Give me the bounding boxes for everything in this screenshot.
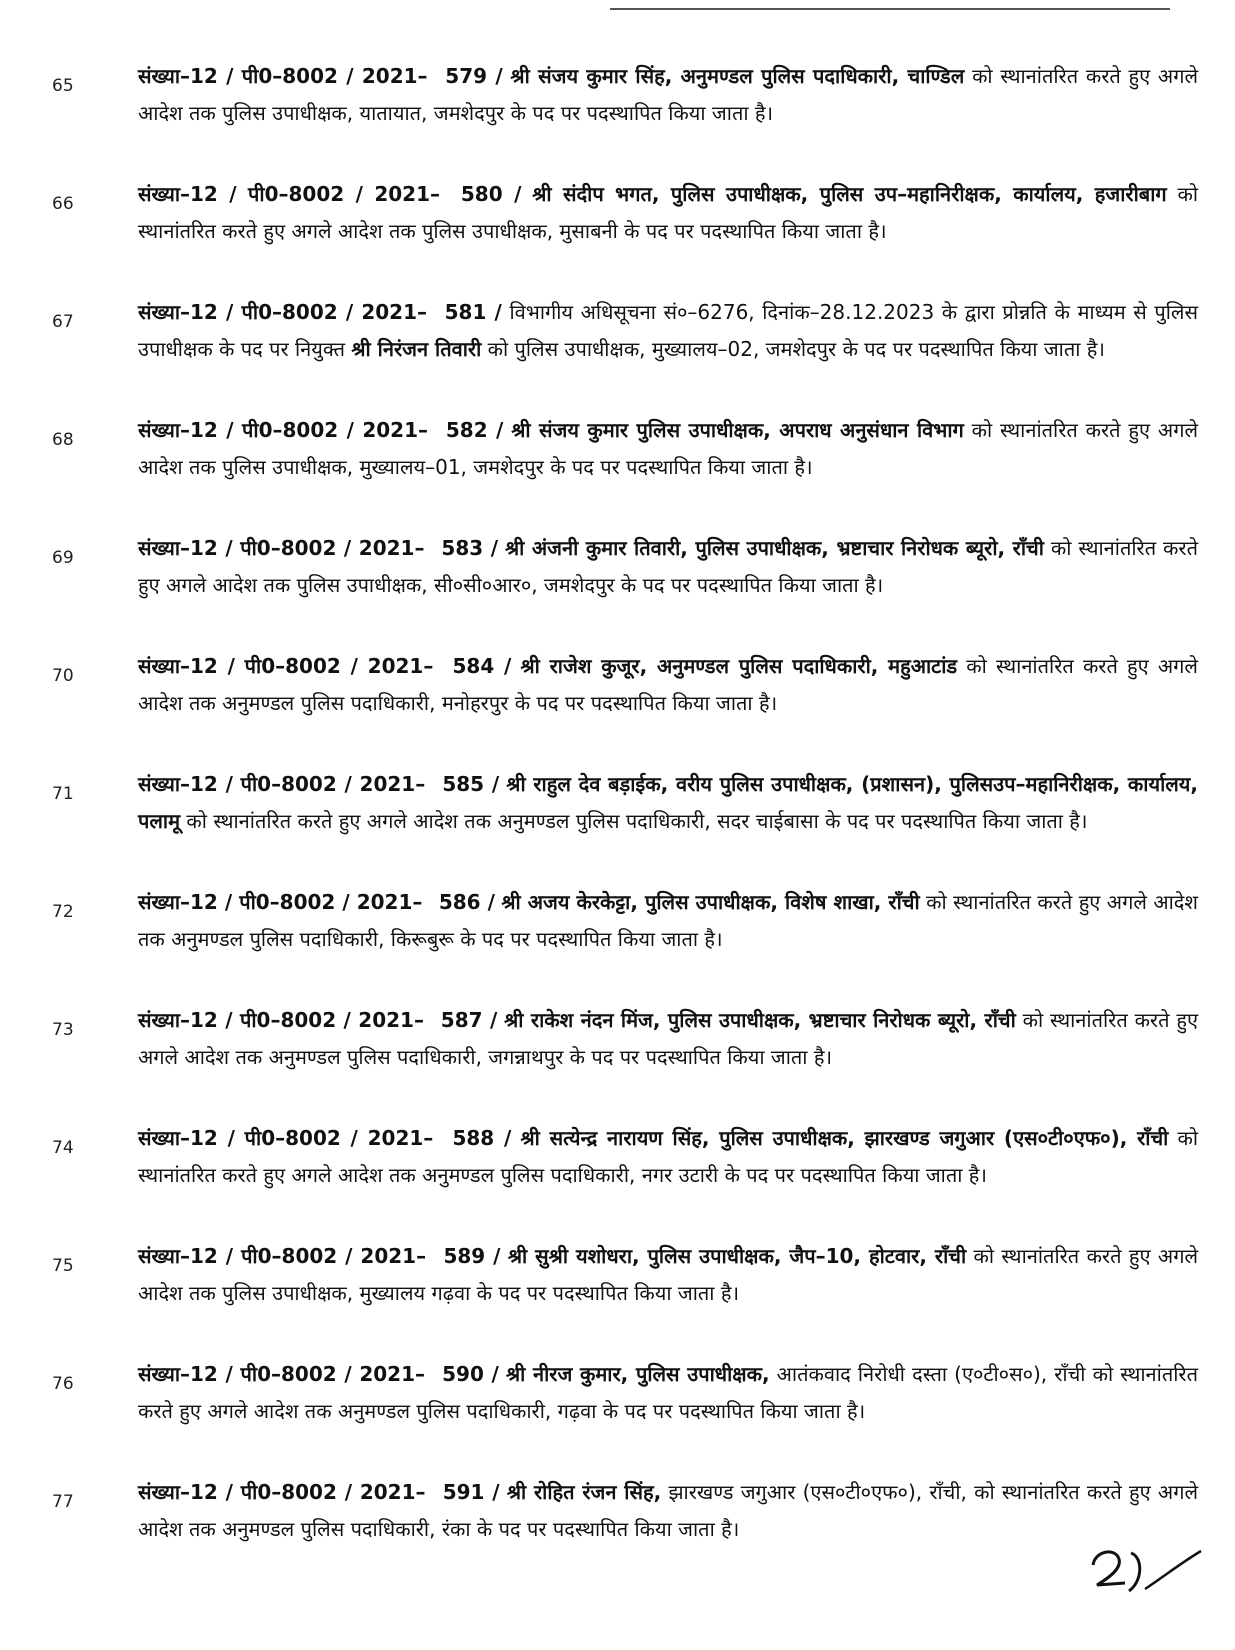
order-preamble: विभागीय अधिसूचना सं०–6276, दिनांक–28.12.2023 के द्वारा प्रोन्नति के माध्यम से पुलिस उपाधीक्षक के पद पर नियुक्त	[138, 300, 1198, 361]
officer-name: श्री सुश्री यशोधरा, पुलिस उपाधीक्षक, जैप–10, होटवार, राँची	[507, 1244, 967, 1268]
list-item	[0, 1348, 1235, 1466]
order-number: 585 /	[442, 772, 500, 796]
officer-name: श्री अंजनी कुमार तिवारी, पुलिस उपाधीक्षक, भ्रष्टाचार निरोधक ब्यूरो, राँची	[504, 536, 1044, 560]
officer-name: श्री राजेश कुजूर, अनुमण्डल पुलिस पदाधिकारी, महुआटांड	[520, 654, 958, 678]
list-item	[0, 1466, 1235, 1584]
top-divider	[610, 8, 1170, 10]
order-text: झारखण्ड जगुआर (एस०टी०एफ०), राँची, को स्थानांतरित करते हुए अगले आदेश तक अनुमण्डल पुलिस पदाधिकारी, रंका के पद पर पदस्थापित किया जाता है।	[138, 1480, 1199, 1541]
entry-text	[138, 1238, 1198, 1312]
entry-text	[138, 1002, 1198, 1076]
officer-name: श्री संदीप भगत, पुलिस उपाधीक्षक, पुलिस उप–महानिरीक्षक, कार्यालय, हजारीबाग	[532, 182, 1167, 206]
order-number: 588 /	[452, 1126, 512, 1150]
order-number: 590 /	[442, 1362, 499, 1386]
officer-name: श्री अजय केरकेट्टा, पुलिस उपाधीक्षक, विशेष शाखा, राँची	[501, 890, 920, 914]
entry-text	[138, 648, 1198, 722]
order-number: 587 /	[440, 1008, 498, 1032]
serial-number: 68	[52, 430, 74, 450]
order-text: को स्थानांतरित करते हुए अगले आदेश तक पुलिस उपाधीक्षक, यातायात, जमशेदपुर के पद पर पदस्थापित किया जाता है।	[138, 64, 1199, 125]
serial-number: 69	[52, 548, 74, 568]
reference-number: संख्या–12 / पी0–8002 / 2021–	[138, 1008, 424, 1032]
serial-number: 74	[52, 1138, 74, 1158]
order-list	[0, 50, 1235, 1584]
order-text: को स्थानांतरित करते हुए अगले आदेश तक पुलिस उपाधीक्षक, मुख्यालय गढ़वा के पद पर पदस्थापित किया जाता है।	[138, 1244, 1199, 1305]
order-number: 584 /	[452, 654, 512, 678]
reference-number: संख्या–12 / पी0–8002 / 2021–	[138, 182, 441, 206]
reference-number: संख्या–12 / पी0–8002 / 2021–	[138, 1362, 426, 1386]
list-item	[0, 522, 1235, 640]
order-text: को स्थानांतरित करते हुए अगले आदेश तक पुलिस उपाधीक्षक, मुख्यालय–01, जमशेदपुर के पद पर पदस्थापित किया जाता है।	[138, 418, 1199, 479]
serial-number: 76	[52, 1374, 74, 1394]
entry-text	[138, 412, 1198, 486]
order-number: 589 /	[443, 1244, 501, 1268]
order-number: 591 /	[442, 1480, 500, 1504]
officer-name: श्री राकेश नंदन मिंज, पुलिस उपाधीक्षक, भ्रष्टाचार निरोधक ब्यूरो, राँची	[504, 1008, 1016, 1032]
officer-name: श्री संजय कुमार पुलिस उपाधीक्षक, अपराध अनुसंधान विभाग	[511, 418, 964, 442]
reference-number: संख्या–12 / पी0–8002 / 2021–	[138, 654, 434, 678]
officer-name: श्री संजय कुमार सिंह, अनुमण्डल पुलिस पदाधिकारी, चाण्डिल	[510, 64, 965, 88]
serial-number: 71	[52, 784, 74, 804]
entry-text	[138, 176, 1198, 250]
serial-number: 65	[52, 76, 74, 96]
order-text: को स्थानांतरित करते हुए अगले आदेश तक अनुमण्डल पुलिस पदाधिकारी, किरूबुरू के पद पर पदस्थापित किया जाता है।	[138, 890, 1198, 951]
entry-text	[138, 1356, 1198, 1430]
officer-name: श्री सत्येन्द्र नारायण सिंह, पुलिस उपाधीक्षक, झारखण्ड जगुआर (एस०टी०एफ०), राँची	[520, 1126, 1169, 1150]
officer-name: श्री राहुल देव बड़ाईक, वरीय पुलिस उपाधीक्षक, (प्रशासन), पुलिसउप–महानिरीक्षक, कार्यालय, पलामू	[138, 772, 1199, 833]
officer-name: श्री नीरज कुमार, पुलिस उपाधीक्षक,	[505, 1362, 770, 1386]
list-item	[0, 1112, 1235, 1230]
list-item	[0, 876, 1235, 994]
reference-number: संख्या–12 / पी0–8002 / 2021–	[138, 64, 428, 88]
entry-text	[138, 766, 1198, 840]
list-item	[0, 1230, 1235, 1348]
reference-number: संख्या–12 / पी0–8002 / 2021–	[138, 300, 428, 324]
entry-text	[138, 530, 1198, 604]
order-number: 579 /	[445, 64, 503, 88]
entry-text	[138, 1474, 1198, 1548]
serial-number: 66	[52, 194, 74, 214]
order-text: को स्थानांतरित करते हुए अगले आदेश तक पुलिस उपाधीक्षक, मुसाबनी के पद पर पदस्थापित किया जाता है।	[138, 182, 1199, 243]
reference-number: संख्या–12 / पी0–8002 / 2021–	[138, 418, 429, 442]
list-item	[0, 640, 1235, 758]
entry-text	[138, 1120, 1198, 1194]
list-item	[0, 758, 1235, 876]
list-item	[0, 286, 1235, 404]
list-item	[0, 168, 1235, 286]
order-number: 580 /	[460, 182, 522, 206]
order-text: आतंकवाद निरोधी दस्ता (ए०टी०स०), राँची को स्थानांतरित करते हुए अगले आदेश तक अनुमण्डल पुलिस पदाधिकारी, गढ़वा के पद पर पदस्थापित किया जाता है।	[138, 1362, 1198, 1423]
serial-number: 75	[52, 1256, 74, 1276]
order-text: को स्थानांतरित करते हुए अगले आदेश तक पुलिस उपाधीक्षक, सी०सी०आर०, जमशेदपुर के पद पर पदस्थापित किया जाता है।	[138, 536, 1199, 597]
order-number: 582 /	[445, 418, 504, 442]
list-item	[0, 404, 1235, 522]
order-text: को स्थानांतरित करते हुए अगले आदेश तक अनुमण्डल पुलिस पदाधिकारी, मनोहरपुर के पद पर पदस्थापित किया जाता है।	[138, 654, 1198, 715]
entry-text	[138, 294, 1198, 368]
reference-number: संख्या–12 / पी0–8002 / 2021–	[138, 536, 425, 560]
list-item	[0, 50, 1235, 168]
order-text: को पुलिस उपाधीक्षक, मुख्यालय–02, जमशेदपुर के पद पर पदस्थापित किया जाता है।	[487, 337, 1105, 361]
officer-name: श्री निरंजन तिवारी	[351, 337, 482, 361]
order-number: 583 /	[441, 536, 499, 560]
reference-number: संख्या–12 / पी0–8002 / 2021–	[138, 1480, 426, 1504]
serial-number: 77	[52, 1492, 74, 1512]
reference-number: संख्या–12 / पी0–8002 / 2021–	[138, 1126, 434, 1150]
order-text: को स्थानांतरित करते हुए अगले आदेश तक अनुमण्डल पुलिस पदाधिकारी, सदर चाईबासा के पद पर पदस्थापित किया जाता है।	[186, 809, 1088, 833]
serial-number: 73	[52, 1020, 74, 1040]
reference-number: संख्या–12 / पी0–8002 / 2021–	[138, 890, 423, 914]
order-text: को स्थानांतरित करते हुए अगले आदेश तक अनुमण्डल पुलिस पदाधिकारी, नगर उटारी के पद पर पदस्थापित किया जाता है।	[138, 1126, 1199, 1187]
order-text: को स्थानांतरित करते हुए अगले आदेश तक अनुमण्डल पुलिस पदाधिकारी, जगन्नाथपुर के पद पर पदस्थापित किया जाता है।	[138, 1008, 1199, 1069]
serial-number: 72	[52, 902, 74, 922]
entry-text	[138, 58, 1198, 132]
serial-number: 67	[52, 312, 74, 332]
entry-text	[138, 884, 1198, 958]
reference-number: संख्या–12 / पी0–8002 / 2021–	[138, 772, 426, 796]
reference-number: संख्या–12 / पी0–8002 / 2021–	[138, 1244, 427, 1268]
order-number: 586 /	[438, 890, 495, 914]
list-item	[0, 994, 1235, 1112]
handwritten-signature	[1085, 1515, 1205, 1605]
officer-name: श्री रोहित रंजन सिंह,	[506, 1480, 662, 1504]
serial-number: 70	[52, 666, 74, 686]
order-number: 581 /	[444, 300, 502, 324]
